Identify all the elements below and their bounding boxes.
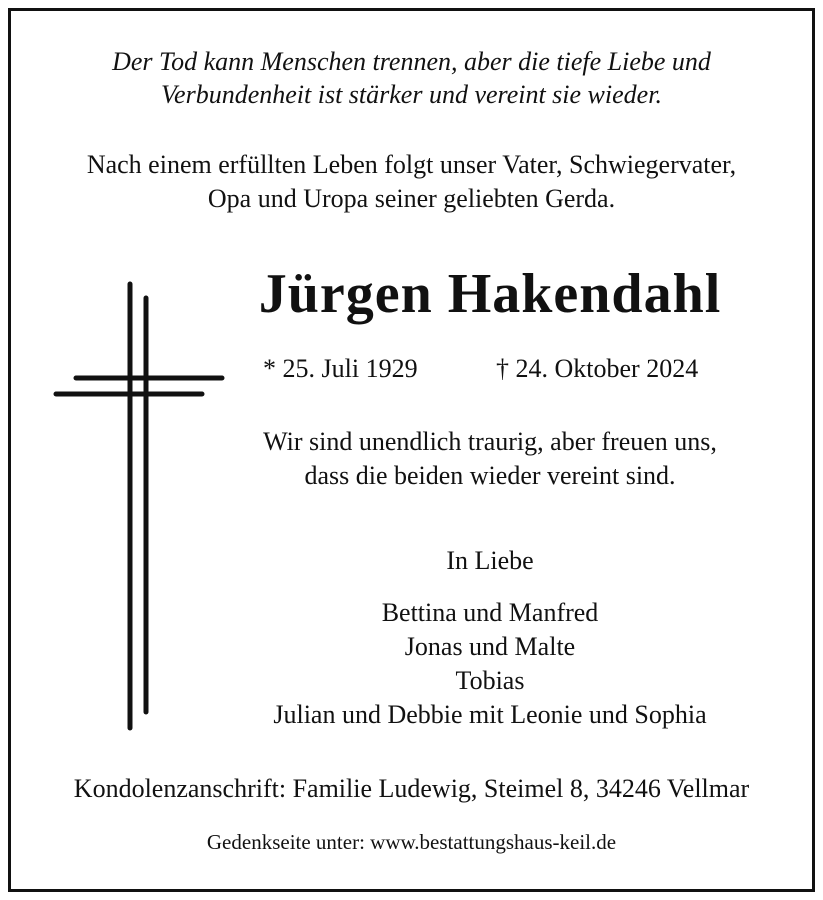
condolence-address: Kondolenzanschrift: Familie Ludewig, Steimel 8, 34246 Vellmar — [73, 774, 750, 803]
quote-line-2: Verbundenheit ist stärker und vereint sie wieder. — [161, 80, 662, 109]
life-dates — [230, 354, 750, 390]
mourner-line: Julian und Debbie mit Leonie und Sophia — [273, 700, 707, 729]
intro-line-1: Nach einem erfüllten Leben folgt unser Vater, Schwiegervater, — [86, 150, 737, 179]
quote-line-1: Der Tod kann Menschen trennen, aber die tiefe Liebe und — [112, 47, 711, 76]
message-line-1: Wir sind unendlich traurig, aber freuen uns, — [263, 427, 717, 456]
birth-date: * 25. Juli 1929 — [263, 354, 418, 383]
christian-cross-icon — [48, 276, 228, 736]
deceased-name: Jürgen Hakendahl — [258, 263, 722, 325]
mourner-line: Tobias — [455, 666, 525, 695]
intro-line-2: Opa und Uropa seiner geliebten Gerda. — [207, 184, 616, 213]
memorial-page-link: Gedenkseite unter: www.bestattungshaus-keil.de — [206, 830, 617, 854]
death-date: † 24. Oktober 2024 — [496, 354, 699, 383]
closing-text: In Liebe — [446, 546, 534, 575]
mourner-line: Bettina und Manfred — [381, 598, 599, 627]
mourner-line: Jonas und Malte — [404, 632, 576, 661]
message-line-2: dass die beiden wieder vereint sind. — [304, 461, 676, 490]
